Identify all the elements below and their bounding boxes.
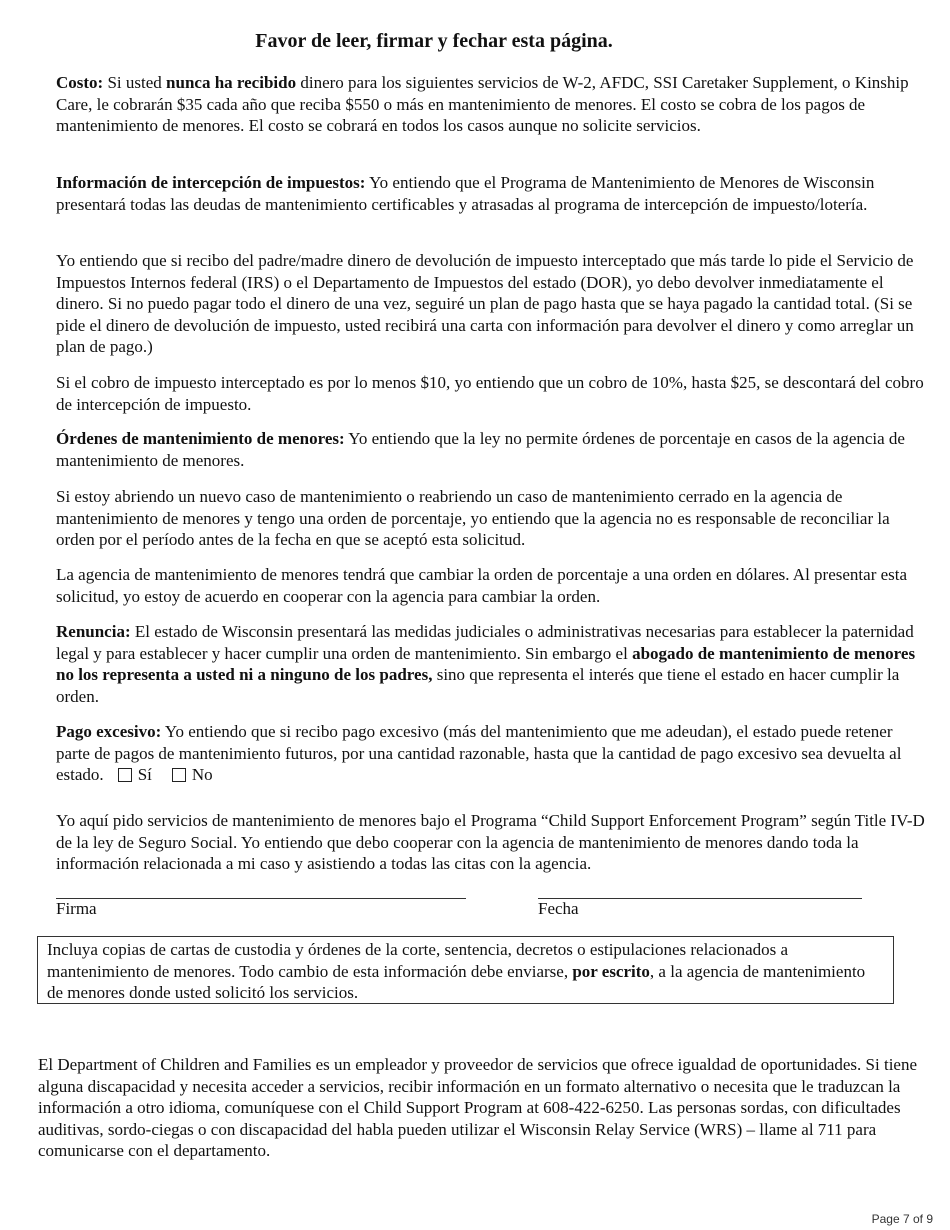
firma-label: Firma (56, 899, 97, 918)
box-emphasis: por escrito (572, 961, 650, 981)
intercepcion-paragraph (56, 172, 928, 215)
renuncia-text-1: El estado de Wisconsin presentará las medidas judiciales o administrativas necesarias para establecer la paternidad legal y para establecer y hacer cumplir una orden de mantenimiento. Sin embargo el (56, 622, 914, 663)
costo-emphasis: nunca ha recibido (166, 73, 297, 92)
firma-line[interactable] (56, 898, 466, 899)
solicitud-paragraph: Yo aquí pido servicios de mantenimiento de menores bajo el Programa “Child Support Enforcement Program” según Title IV-D de la ley de Seguro Social. Yo entiendo que debo cooperar con la agencia de mantenimiento de menores dando toda la información relacionada a mi caso y asistiendo a todas las citas con la agencia. (56, 811, 925, 874)
costo-paragraph (56, 72, 928, 137)
no-label: No (191, 765, 213, 785)
box-text-1: Incluya copias de cartas de custodia y órdenes de la corte, sentencia, decretos o estipulaciones relacionados a mantenimiento de menores. Todo cambio de esta información debe enviarse, (47, 940, 789, 981)
renuncia-paragraph (56, 621, 928, 707)
box-text-2: , a la agencia de mantenimiento de menores donde usted solicitó los servicios. (47, 961, 866, 1003)
ordenes-label: Órdenes de mantenimiento de menores: (56, 429, 345, 448)
intercepcion-text: Yo entiendo que el Programa de Mantenimiento de Menores de Wisconsin presentará todas las deudas de mantenimiento certificables y atrasadas al programa de intercepción de impuesto/lotería. (56, 173, 875, 214)
equal-opportunity-notice: El Department of Children and Families es un empleador y proveedor de servicios que ofrece igualdad de oportunidades. Si tiene alguna discapacidad y necesita acceder a servicios, recibir información en un formato alternativo o necesita que le traduzcan la información a otro idioma, comuníquese con el Child Support Program at 608-422-6250. Las personas sordas, con dificultades auditivas, sordo-ciegas o con discapacidad del habla pueden utilizar el Wisconsin Relay Service (WRS) – llame al 711 para comunicarse con el departamento. (38, 1055, 918, 1161)
pago-text: Yo entiendo que si recibo pago excesivo (más del mantenimiento que me adeudan), el estado puede retener parte de pagos de mantenimiento futuros, por una cantidad razonable, hasta que la cantidad de pago excesivo sea devuelta al estado. (56, 722, 902, 785)
devolucion-paragraph: Yo entiendo que si recibo del padre/madre dinero de devolución de impuesto interceptado que más tarde lo pide el Servicio de Impuestos Internos federal (IRS) o el Departamento de Impuestos del estado (DOR), yo debo devolver inmediatamente el dinero. Si no puedo pagar todo el dinero de una vez, seguiré un plan de pago hasta que se haya pagado la cantidad total. (Si se pide el dinero de devolución de impuesto, usted recibirá una carta con información para devolver el dinero y como arreglar un plan de pago.) (56, 251, 914, 357)
renuncia-label: Renuncia: (56, 622, 131, 641)
fecha-label: Fecha (538, 899, 579, 918)
pago-label: Pago excesivo: (56, 722, 162, 741)
renuncia-text-2: sino que representa el interés que tiene el estado en hacer cumplir la orden. (56, 665, 900, 706)
ordenes-paragraph (56, 428, 928, 471)
page-title: Favor de leer, firmar y fechar esta página. (255, 30, 613, 52)
page-number: Page 7 of 9 (871, 1212, 933, 1226)
ordenes-text: Yo entiendo que la ley no permite órdenes de porcentaje en casos de la agencia de mantenimiento de menores. (56, 429, 905, 470)
renuncia-emphasis: abogado de mantenimiento de menores no los representa a usted ni a ninguno de los padres, (56, 643, 916, 685)
fecha-line[interactable] (538, 898, 862, 899)
pago-paragraph (56, 721, 928, 786)
costo-text-1: Si usted (103, 73, 167, 92)
no-checkbox[interactable] (172, 768, 186, 782)
intercepcion-label: Información de intercepción de impuestos: (56, 173, 366, 192)
si-label: Sí (137, 765, 152, 785)
cobro-paragraph: Si el cobro de impuesto interceptado es por lo menos $10, yo entiendo que un cobro de 10%, hasta $25, se descontará del cobro de intercepción de impuesto. (56, 373, 924, 414)
abriendo-paragraph: Si estoy abriendo un nuevo caso de mantenimiento o reabriendo un caso de mantenimiento cerrado en la agencia de mantenimiento de menores y tengo una orden de porcentaje, yo entiendo que la agencia no es responsable de reconciliar la orden por el período antes de la fecha en que se aceptó esta solicitud. (56, 487, 890, 550)
agencia-paragraph: La agencia de mantenimiento de menores tendrá que cambiar la orden de porcentaje a una orden en dólares. Al presentar esta solicitud, yo estoy de acuerdo en cooperar con la agencia para cambiar la orden. (56, 565, 908, 606)
si-checkbox[interactable] (118, 768, 132, 782)
documents-notice-box (37, 936, 894, 1004)
costo-label: Costo: (56, 73, 104, 92)
costo-text-2: dinero para los siguientes servicios de W-2, AFDC, SSI Caretaker Supplement, o Kinship Care, le cobrarán $35 cada año que reciba $550 o más en mantenimiento de menores. El costo se cobra de los pagos de mantenimiento de menores. El costo se cobrará en todos los casos aunque no solicite servicios. (56, 73, 909, 136)
